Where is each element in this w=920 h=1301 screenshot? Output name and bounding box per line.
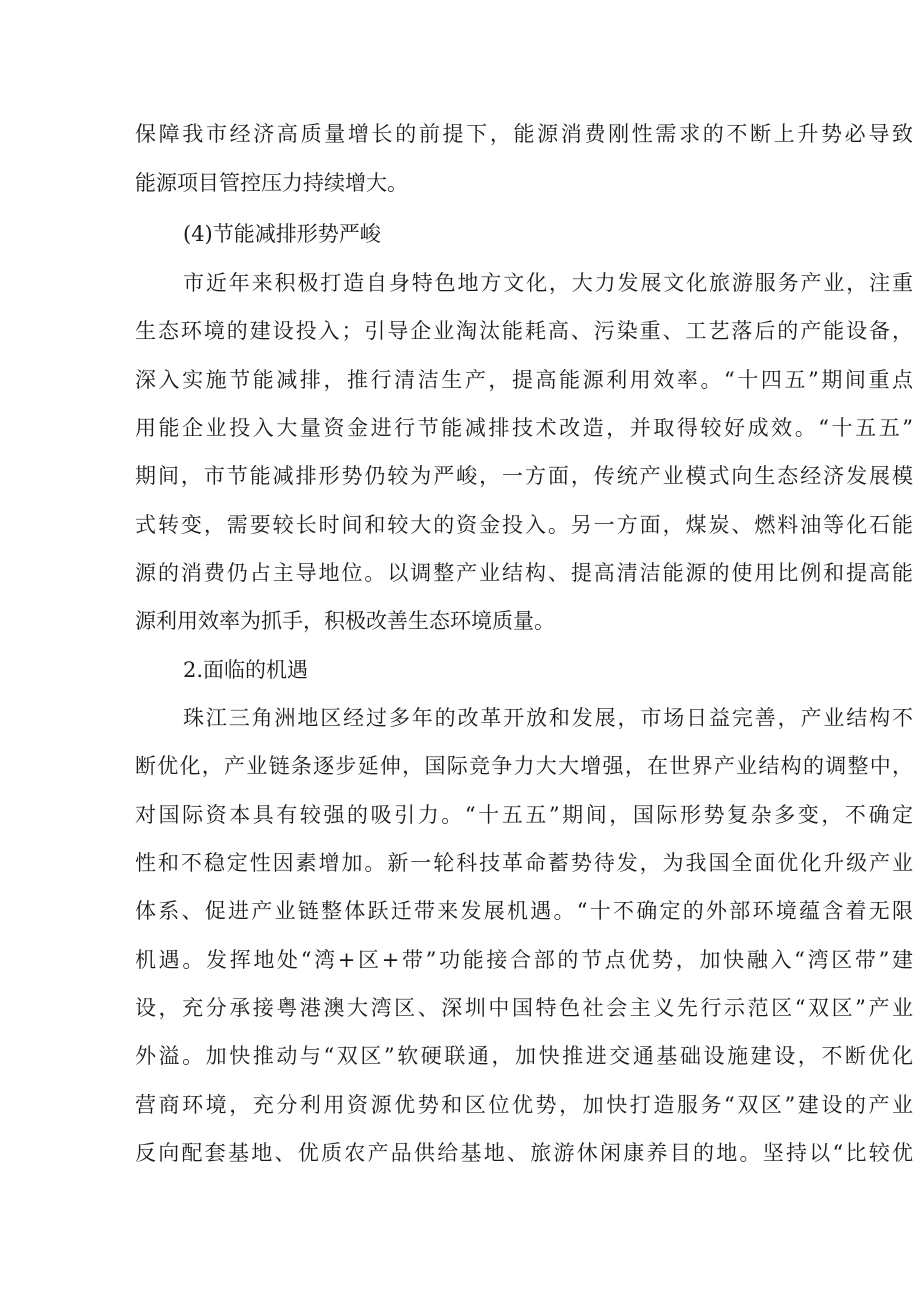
paragraph-line: 生态环境的建设投入；引导企业淘汰能耗高、污染重、工艺落后的产能设备，: [135, 319, 913, 343]
paragraph-line: 珠江三角洲地区经过多年的改革开放和发展，市场日益完善，产业结构不: [183, 706, 913, 730]
paragraph-line: 保障我市经济高质量增长的前提下，能源消费刚性需求的不断上升势必导致: [135, 122, 913, 146]
paragraph-line: 设，充分承接粤港澳大湾区、深圳中国特色社会主义先行示范区“双区”产业: [135, 996, 913, 1020]
paragraph-line: 用能企业投入大量资金进行节能减排技术改造，并取得较好成效。“十五五”: [135, 416, 913, 440]
paragraph-line: 市近年来积极打造自身特色地方文化，大力发展文化旅游服务产业，注重: [183, 271, 913, 295]
paragraph-line: 反向配套基地、优质农产品供给基地、旅游休闲康养目的地。坚持以“比较优: [135, 1141, 913, 1165]
paragraph-line: 源的消费仍占主导地位。以调整产业结构、提高清洁能源的使用比例和提高能: [135, 561, 913, 585]
paragraph-line: 机遇。发挥地处“湾+区+带”功能接合部的节点优势，加快融入“湾区带”建: [135, 948, 913, 972]
paragraph-line: 断优化，产业链条逐步延伸，国际竞争力大大增强，在世界产业结构的调整中，: [135, 754, 913, 778]
paragraph-line: 深入实施节能减排，推行清洁生产，提高能源利用效率。“十四五”期间重点: [135, 368, 914, 392]
paragraph-line: 能源项目管控压力持续增大。: [135, 171, 408, 195]
section-heading: (4)节能减排形势严峻: [183, 222, 381, 246]
paragraph-line: 营商环境，充分利用资源优势和区位优势，加快打造服务“双区”建设的产业: [135, 1093, 913, 1117]
paragraph-line: 外溢。加快推动与“双区”软硬联通，加快推进交通基础设施建设，不断优化: [135, 1044, 913, 1068]
paragraph-line: 期间，市节能减排形势仍较为严峻，一方面，传统产业模式向生态经济发展模: [135, 464, 913, 488]
paragraph-line: 性和不稳定性因素增加。新一轮科技革命蓄势待发，为我国全面优化升级产业: [135, 851, 913, 875]
paragraph-line: 对国际资本具有较强的吸引力。“十五五”期间，国际形势复杂多变，不确定: [135, 803, 913, 827]
section-heading: 2.面临的机遇: [183, 658, 309, 682]
paragraph-line: 式转变，需要较长时间和较大的资金投入。另一方面，煤炭、燃料油等化石能: [135, 513, 913, 537]
paragraph-line: 体系、促进产业链整体跃迁带来发展机遇。“十不确定的外部环境蕴含着无限: [135, 899, 913, 923]
paragraph-line: 源利用效率为抓手，积极改善生态环境质量。: [135, 609, 555, 633]
